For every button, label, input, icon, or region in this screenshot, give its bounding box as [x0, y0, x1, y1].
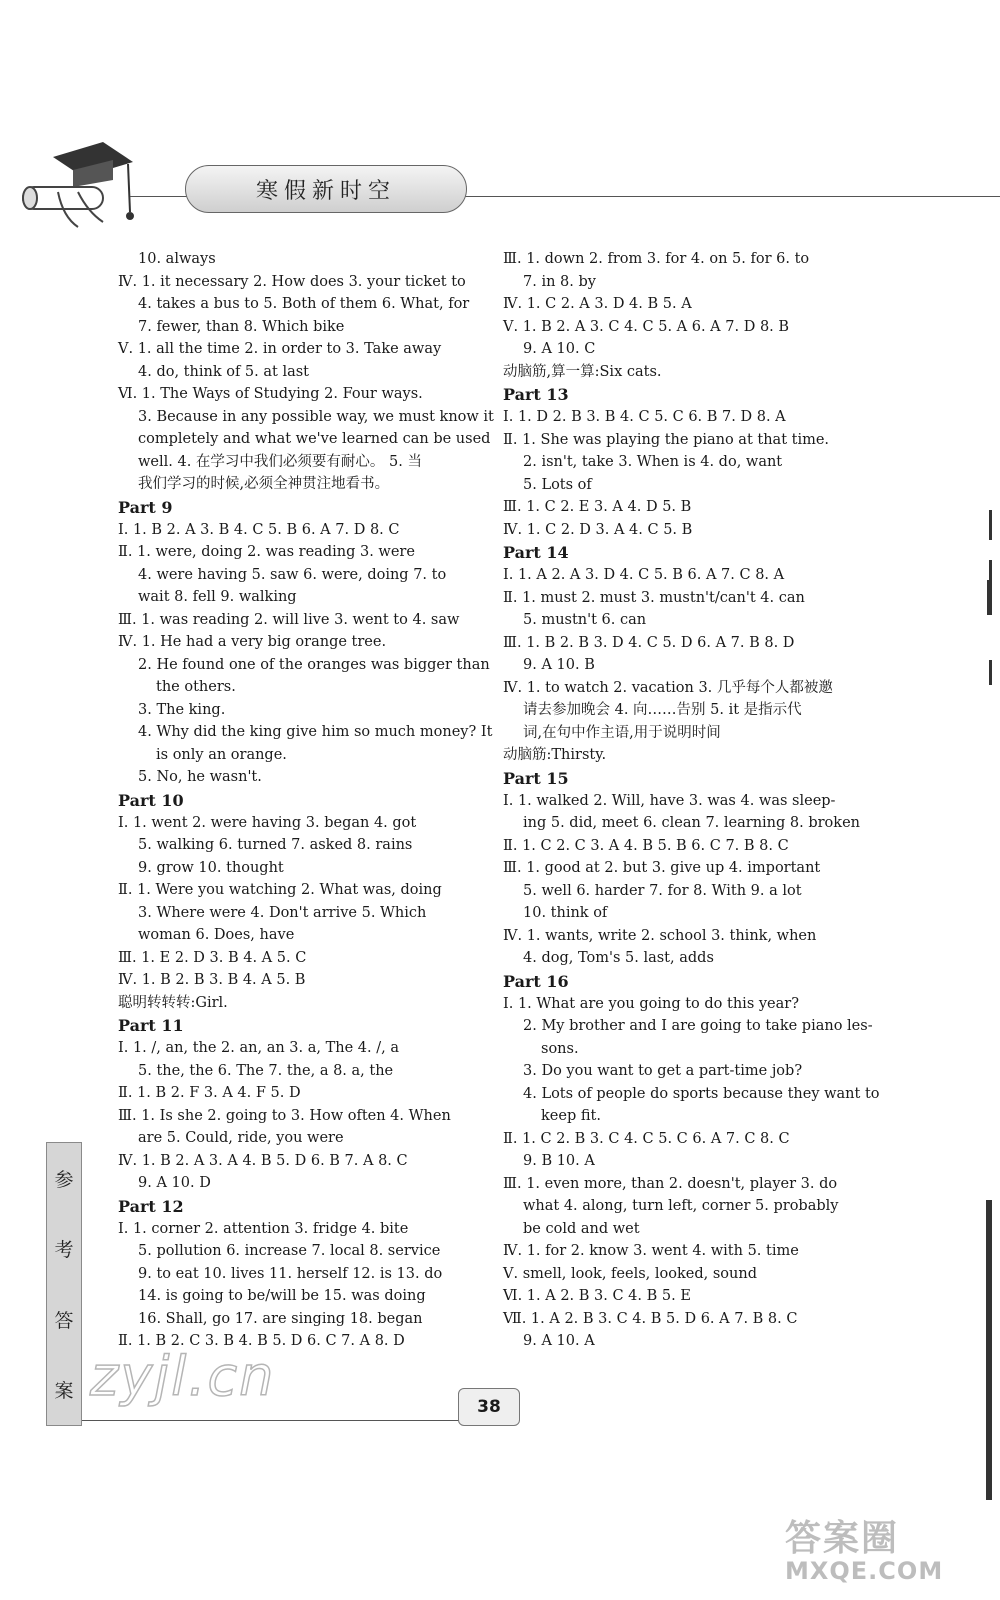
answer-line: 9. grow 10. thought [138, 859, 284, 876]
part-heading: Part 13 [503, 385, 569, 404]
answer-line: Ⅰ. 1. corner 2. attention 3. fridge 4. bite [118, 1220, 409, 1237]
answer-line: are 5. Could, ride, you were [138, 1130, 344, 1146]
answer-line: Ⅳ. 1. C 2. A 3. D 4. B 5. A [503, 296, 692, 312]
answer-line: 16. Shall, go 17. are singing 18. began [138, 1310, 423, 1327]
answer-line: Ⅲ. 1. even more, than 2. doesn't, player 3. do [503, 1175, 838, 1192]
answer-line: Ⅳ. 1. B 2. A 3. A 4. B 5. D 6. B 7. A 8. C [118, 1152, 408, 1169]
side-tab-char: 考 [54, 1239, 74, 1262]
answer-line: Ⅴ. smell, look, feels, looked, sound [503, 1265, 757, 1282]
answer-line: Ⅳ. 1. to watch 2. vacation 3. 几乎每个人都被邀 [503, 679, 833, 696]
side-tab-char: 案 [54, 1380, 74, 1403]
answer-line: Ⅲ. 1. down 2. from 3. for 4. on 5. for 6. to [503, 251, 810, 267]
answer-line: 7. fewer, than 8. Which bike [138, 318, 345, 335]
answer-line: sons. [541, 1040, 579, 1057]
answer-line: 动脑筋,算一算:Six cats. [503, 363, 662, 380]
answer-line: 9. A 10. A [523, 1333, 595, 1349]
answer-line: 9. A 10. C [523, 341, 596, 357]
answer-line: 3. Do you want to get a part-time job? [523, 1063, 803, 1079]
answer-line: 4. dog, Tom's 5. last, adds [523, 950, 714, 966]
scan-edge-marks [980, 500, 992, 1600]
side-tab-char: 参 [54, 1168, 74, 1191]
answer-line: 5. pollution 6. increase 7. local 8. service [138, 1243, 441, 1259]
answer-line: Ⅰ. 1. D 2. B 3. B 4. C 5. C 6. B 7. D 8. A [503, 409, 786, 425]
answer-line: 14. is going to be/will be 15. was doing [138, 1288, 426, 1304]
answer-line: 2. My brother and I are going to take piano les- [523, 1018, 873, 1034]
answer-line: Ⅲ. 1. was reading 2. will live 3. went to 4. saw [118, 611, 460, 628]
answer-line: Ⅳ. 1. wants, write 2. school 3. think, when [503, 927, 817, 944]
part-heading: Part 16 [503, 971, 569, 991]
watermark-left: zyjl.cn [90, 1345, 276, 1408]
answer-line: Ⅲ. 1. good at 2. but 3. give up 4. important [503, 860, 821, 876]
answer-line: Ⅳ. 1. He had a very big orange tree. [118, 634, 387, 650]
answer-line: 2. isn't, take 3. When is 4. do, want [523, 454, 783, 470]
answer-line: Ⅱ. 1. were, doing 2. was reading 3. were [118, 544, 415, 560]
answer-line: be cold and wet [523, 1220, 640, 1237]
answer-line: Ⅴ. 1. B 2. A 3. C 4. C 5. A 6. A 7. D 8. B [503, 318, 790, 335]
answer-column-right [503, 248, 880, 1353]
answer-line: 5. well 6. harder 7. for 8. With 9. a lot [523, 882, 802, 899]
answer-line: Ⅴ. 1. all the time 2. in order to 3. Take away [118, 341, 442, 357]
answer-line: 3. The king. [138, 701, 226, 718]
watermark-right [785, 1510, 985, 1590]
answer-line: 动脑筋:Thirsty. [503, 747, 607, 763]
footer-rule [82, 1420, 502, 1421]
answer-line: 4. were having 5. saw 6. were, doing 7. to [138, 566, 447, 583]
answer-line: Ⅳ. 1. C 2. D 3. A 4. C 5. B [503, 521, 693, 538]
answer-column-left [118, 248, 494, 1353]
answer-line: ing 5. did, meet 6. clean 7. learning 8. broken [523, 815, 860, 831]
answer-line: is only an orange. [156, 746, 287, 763]
answer-line: 5. walking 6. turned 7. asked 8. rains [138, 837, 413, 853]
answer-line: 3. Where were 4. Don't arrive 5. Which [138, 904, 427, 921]
answer-line: 5. the, the 6. The 7. the, a 8. a, the [138, 1062, 394, 1079]
side-tab-char: 答 [54, 1309, 74, 1332]
answer-line: 10. always [138, 251, 216, 267]
answer-line: Ⅳ. 1. B 2. B 3. B 4. A 5. B [118, 972, 306, 988]
answer-line: 4. takes a bus to 5. Both of them 6. What, for [138, 296, 470, 312]
part-heading: Part 12 [118, 1196, 184, 1216]
watermark-right-top: 答案圈 [785, 1518, 900, 1559]
answer-line: Ⅰ. 1. went 2. were having 3. began 4. got [118, 814, 417, 831]
header-banner: 寒假新时空 [185, 165, 467, 213]
answer-line: 5. No, he wasn't. [138, 769, 262, 785]
answer-line: 10. think of [523, 905, 608, 921]
answer-line: wait 8. fell 9. walking [138, 589, 297, 605]
answer-line: completely and what we've learned can be used [138, 431, 491, 447]
answer-line: Ⅵ. 1. The Ways of Studying 2. Four ways. [118, 386, 423, 402]
answer-line: Ⅲ. 1. C 2. E 3. A 4. D 5. B [503, 499, 692, 515]
answer-line: Ⅳ. 1. it necessary 2. How does 3. your ticket to [118, 273, 466, 290]
answer-line: Ⅰ. 1. What are you going to do this year? [503, 995, 799, 1012]
answer-line: 3. Because in any possible way, we must know it [138, 408, 494, 425]
part-heading: Part 10 [118, 790, 184, 810]
answer-line: Ⅰ. 1. walked 2. Will, have 3. was 4. was sleep- [503, 792, 836, 809]
part-heading: Part 9 [118, 497, 173, 517]
answer-line: Ⅰ. 1. A 2. A 3. D 4. C 5. B 6. A 7. C 8. A [503, 567, 785, 583]
answer-line: 9. A 10. D [138, 1175, 211, 1191]
answer-line: the others. [156, 679, 236, 695]
answer-line: 4. Why did the king give him so much money? It [138, 724, 493, 740]
answer-line: Ⅱ. 1. B 2. F 3. A 4. F 5. D [118, 1085, 301, 1101]
watermark-right-bottom: MXQE.COM [785, 1557, 944, 1585]
graduation-cap-scroll-icon [18, 132, 148, 246]
answer-line: 词,在句中作主语,用于说明时间 [523, 724, 721, 741]
answer-line: 4. do, think of 5. at last [138, 363, 309, 380]
answer-line: 聪明转转转:Girl. [118, 994, 228, 1011]
answer-line: 5. mustn't 6. can [523, 612, 647, 628]
answer-line: Ⅱ. 1. B 2. C 3. B 4. B 5. D 6. C 7. A 8. D [118, 1333, 405, 1349]
side-tab-answer-key [46, 1142, 82, 1426]
page-number: 38 [458, 1388, 520, 1426]
answer-line: keep fit. [541, 1108, 601, 1124]
answer-line: 5. Lots of [523, 476, 592, 493]
answer-line: Ⅰ. 1. /, an, the 2. an, an 3. a, The 4. /, a [118, 1040, 399, 1056]
answer-line: Ⅰ. 1. B 2. A 3. B 4. C 5. B 6. A 7. D 8. C [118, 521, 400, 538]
answer-line: 7. in 8. by [523, 273, 596, 290]
answer-line: 9. to eat 10. lives 11. herself 12. is 13. do [138, 1265, 443, 1282]
answer-line: 2. He found one of the oranges was bigger than [138, 656, 490, 673]
answer-line: Ⅱ. 1. C 2. B 3. C 4. C 5. C 6. A 7. C 8. C [503, 1130, 790, 1147]
answer-line: Ⅱ. 1. Were you watching 2. What was, doing [118, 882, 442, 898]
answer-line: well. 4. 在学习中我们必须要有耐心。 5. 当 [138, 453, 422, 470]
answer-line: 4. Lots of people do sports because they want to [523, 1085, 880, 1102]
answer-line: Ⅳ. 1. for 2. know 3. went 4. with 5. time [503, 1243, 799, 1259]
answer-line: Ⅲ. 1. E 2. D 3. B 4. A 5. C [118, 949, 307, 966]
answer-line: Ⅱ. 1. must 2. must 3. mustn't/can't 4. can [503, 589, 805, 606]
answer-line: woman 6. Does, have [138, 927, 295, 943]
answer-line: 9. B 10. A [523, 1153, 595, 1169]
answer-line: what 4. along, turn left, corner 5. probably [523, 1198, 839, 1214]
part-heading: Part 11 [118, 1016, 184, 1035]
answer-line: Ⅵ. 1. A 2. B 3. C 4. B 5. E [503, 1288, 691, 1304]
answer-line: 我们学习的时候,必须全神贯注地看书。 [138, 476, 390, 492]
answer-line: Ⅱ. 1. She was playing the piano at that time. [503, 431, 830, 448]
answer-line: 请去参加晚会 4. 向……告别 5. it 是指示代 [523, 702, 802, 718]
answer-line: Ⅶ. 1. A 2. B 3. C 4. B 5. D 6. A 7. B 8. C [503, 1310, 798, 1327]
part-heading: Part 15 [503, 768, 569, 788]
part-heading: Part 14 [503, 543, 569, 562]
answer-line: Ⅲ. 1. Is she 2. going to 3. How often 4. When [118, 1107, 451, 1124]
answer-line: Ⅱ. 1. C 2. C 3. A 4. B 5. B 6. C 7. B 8. C [503, 837, 789, 854]
answer-line: 9. A 10. B [523, 657, 595, 673]
answer-line: Ⅲ. 1. B 2. B 3. D 4. C 5. D 6. A 7. B 8. D [503, 634, 795, 651]
